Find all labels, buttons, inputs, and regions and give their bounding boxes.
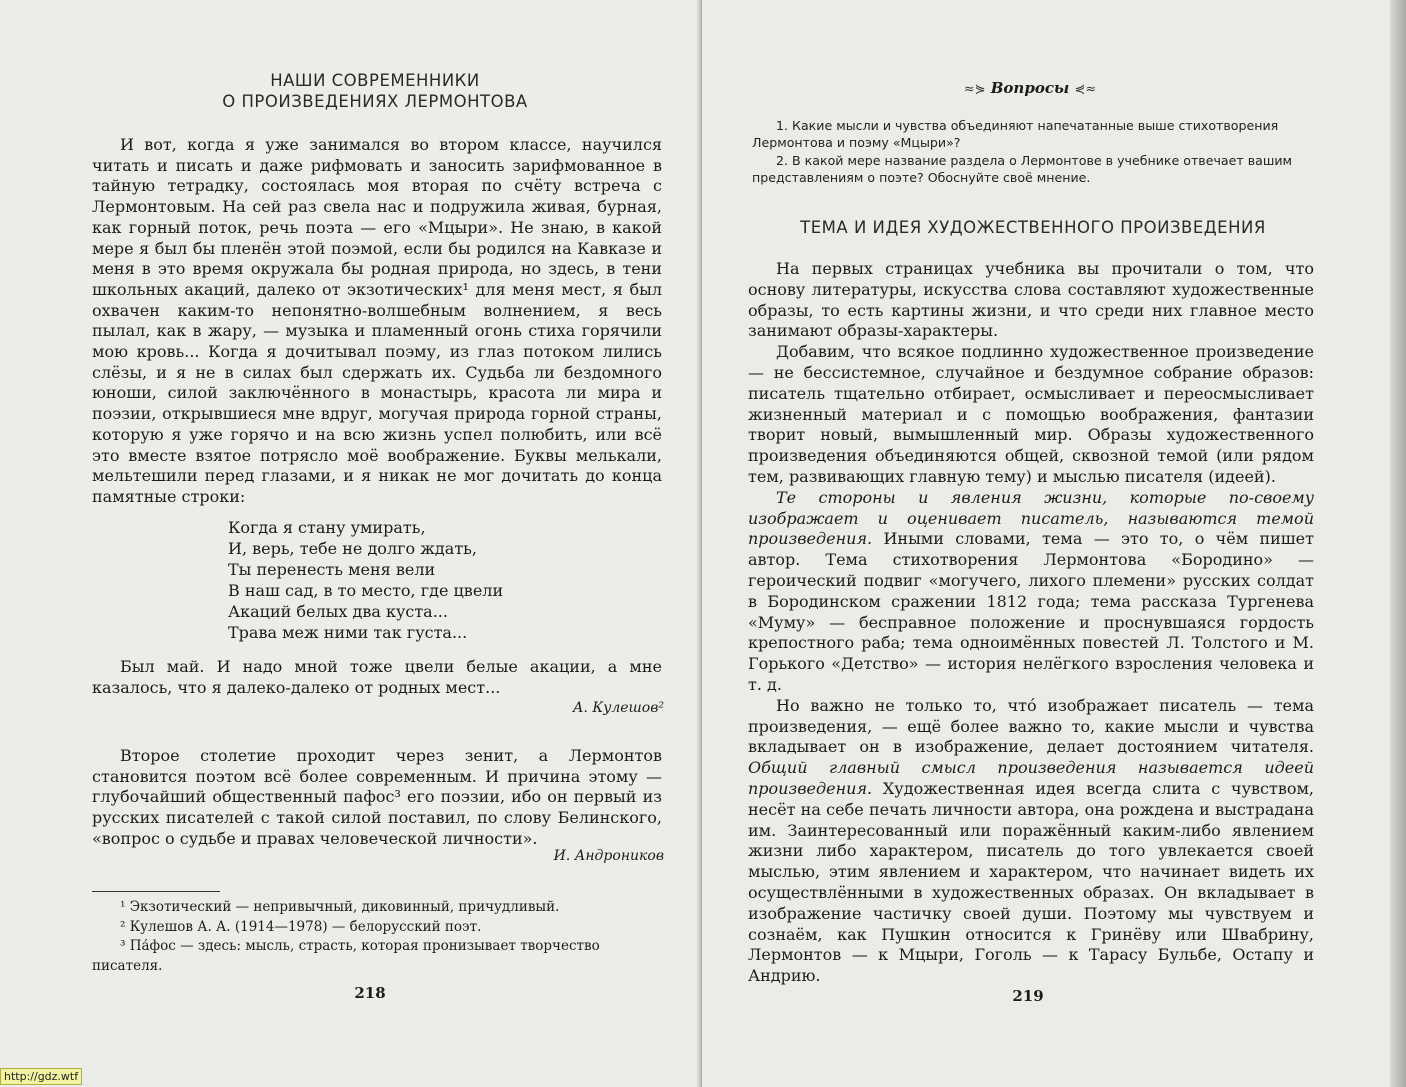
question-text: 2. В какой мере название раздела о Лермонтове в учебнике отвечает вашим представлениям о поэте? Обоснуйте своё мнение. <box>752 153 1293 185</box>
paragraph-text: Второе столетие проходит через зенит, а Лермонтов становится поэтом всё более современным. И причина этому — глубочайший общественный пафос³ его поэзии, ибо он первый из русских писателей с такой силой поставил, по слову Белинского, «вопрос о судьбе и правах человеческой личности». <box>92 746 662 848</box>
footnotes <box>92 898 662 976</box>
questions-heading-text: Вопросы <box>990 79 1070 97</box>
paragraph-text: Художественная идея всегда слита с чувством, несёт на себе печать личности автора, она рождена и выстрадана им. Заинтересованный или поражённый каким-либо явлением жизни либо характером, писатель до того увлекается своей мыслью, этим явлением и характером, что начинает видеть их осуществлёнными в художественных образах. Он вкладывает в изображение частичку своей души. Поэтому мы чувствуем и сознаём, как Пушкин относится к Гринёву или Швабрину, Лермонтов — к Мцыри, Гоголь — к Тарасу Бульбе, Остапу и Андрию. <box>748 778 1314 986</box>
footnote: ¹ Экзотический — непривычный, диковинный, причудливый. <box>120 899 560 915</box>
left-page <box>0 0 702 1087</box>
left-paragraph-3 <box>92 746 662 850</box>
ornament-right-icon: ⋞≈ <box>1074 82 1097 97</box>
paragraph-text: Был май. И надо мной тоже цвели белые акации, а мне казалось, что я далеко-далеко от родных мест... <box>92 657 662 697</box>
ornament-left-icon: ≈⋟ <box>963 82 986 97</box>
question-2 <box>752 152 1318 186</box>
poem-line: В наш сад, в то место, где цвели <box>228 581 504 600</box>
left-title-line1: НАШИ СОВРЕМЕННИКИ <box>270 71 480 90</box>
poem-line: Акаций белых два куста... <box>228 602 448 621</box>
section-title: ТЕМА И ИДЕЯ ХУДОЖЕСТВЕННОГО ПРОИЗВЕДЕНИЯ <box>800 218 1266 237</box>
poem-line: И, верь, тебе не долго ждать, <box>228 539 477 558</box>
left-paragraph-1 <box>92 135 662 508</box>
page-number-right: 219 <box>1012 987 1044 1005</box>
page-number-left: 218 <box>354 984 386 1002</box>
footnote-divider <box>92 891 220 892</box>
poem-line: Когда я стану умирать, <box>228 518 426 537</box>
paragraph-text: Добавим, что всякое подлинно художественное произведение — не бессистемное, случайное и бездумное собрание образов: писатель тщательно отбирает, осмысливает и переосмысливает жизненный материал и с помощью воображения, фантазии творит новый, вымышленный мир. Образы художественного произведения объединяются общей, сквозной темой (или рядом тем, развивающих главную тему) и мыслью писателя (идеей). <box>748 342 1314 486</box>
questions-heading <box>950 79 1110 97</box>
paragraph-text: И вот, когда я уже занимался во втором классе, научился читать и писать и даже рифмовать и заносить зарифмованное в тайную тетрадку, состоялась моя вторая по счёту встреча с Лермонтовым. На сей раз свела нас и подружила живая, бурная, как горный поток, речь поэта — его «Мцыри». Не знаю, в какой мере я был бы пленён этой поэмой, если бы родился на Кавказе и меня в это время окружала бы родная природа, но здесь, в тени школьных акаций, далеко от экзотических¹ для меня мест, я был охвачен каким-то непонятно-волшебным волнением, я весь пылал, как в жару, — музыка и пламенный огонь стиха горячили мою кровь... Когда я дочитывал поэму, из глаз потоком лились слёзы, и я не в силах был сдержать их. Судьба ли бездомного юноши, силой заключённого в монастырь, красота ли мира и поэзии, открывшиеся мне вдруг, могучая природа горной страны, которую я уже горячо и на всю жизнь успел полюбить, или всё это вместе взятое потрясло моё воображение. Буквы мелькали, мельтешили перед глазами, и я никак не мог дочитать до конца памятные строки: <box>92 135 662 506</box>
attribution-kuleshov: А. Кулешов² <box>572 700 664 716</box>
question-1 <box>752 117 1318 151</box>
left-paragraph-2 <box>92 657 662 698</box>
paragraph-text: Но важно не только то, что́ изображает писатель — тема произведения, — ещё более важно то, какие мысли и чувства вкладывает он в изображение, делает достоянием читателя. <box>748 695 1314 757</box>
paragraph-text: Иными словами, тема — это то, о чём пишет автор. Тема стихотворения Лермонтова «Бородино» — героический подвиг «могучего, лихого племени» русских солдат в Бородинском сражении 1812 года; тема рассказа Тургенева «Муму» — бесправное положение и проснувшаяся гордость крепостного раба; тема одноимённых повестей Л. Толстого и М. Горького «Детство» — история нелёгкого взросления человека и т. д. <box>748 529 1314 694</box>
theme-definition: Те стороны и явления жизни, которые по-своему изображает и оценивает писатель, называются темой произведения. <box>748 487 1314 549</box>
paragraph-theme <box>748 488 1314 696</box>
poem-line: Трава меж ними так густа... <box>228 623 468 642</box>
paragraph-idea <box>748 696 1314 987</box>
paragraph-text: На первых страницах учебника вы прочитали о том, что основу литературы, искусства слова составляют художественные образы, то есть картины жизни, и что среди них главное место занимают образы-характеры. <box>748 259 1314 341</box>
page-edge <box>1390 0 1406 1087</box>
attribution-andronikov: И. Андроников <box>553 848 664 864</box>
watermark-link[interactable]: http://gdz.wtf <box>0 1068 82 1085</box>
question-text: 1. Какие мысли и чувства объединяют напечатанные выше стихотворения Лермонтова и поэму «Мцыри»? <box>752 118 1279 150</box>
poem-quote <box>228 517 503 643</box>
idea-definition: Общий главный смысл произведения называется идеей произведения. <box>748 758 1314 798</box>
right-page <box>702 0 1390 1087</box>
footnote: ³ Па́фос — здесь: мысль, страсть, которая пронизывает творчество писателя. <box>92 938 600 974</box>
footnote: ² Кулешов А. А. (1914—1978) — белорусский поэт. <box>120 918 482 935</box>
right-body-text <box>748 259 1314 987</box>
left-title-line2: О ПРОИЗВЕДЕНИЯХ ЛЕРМОНТОВА <box>222 92 528 111</box>
poem-line: Ты перенесть меня вели <box>228 560 436 579</box>
